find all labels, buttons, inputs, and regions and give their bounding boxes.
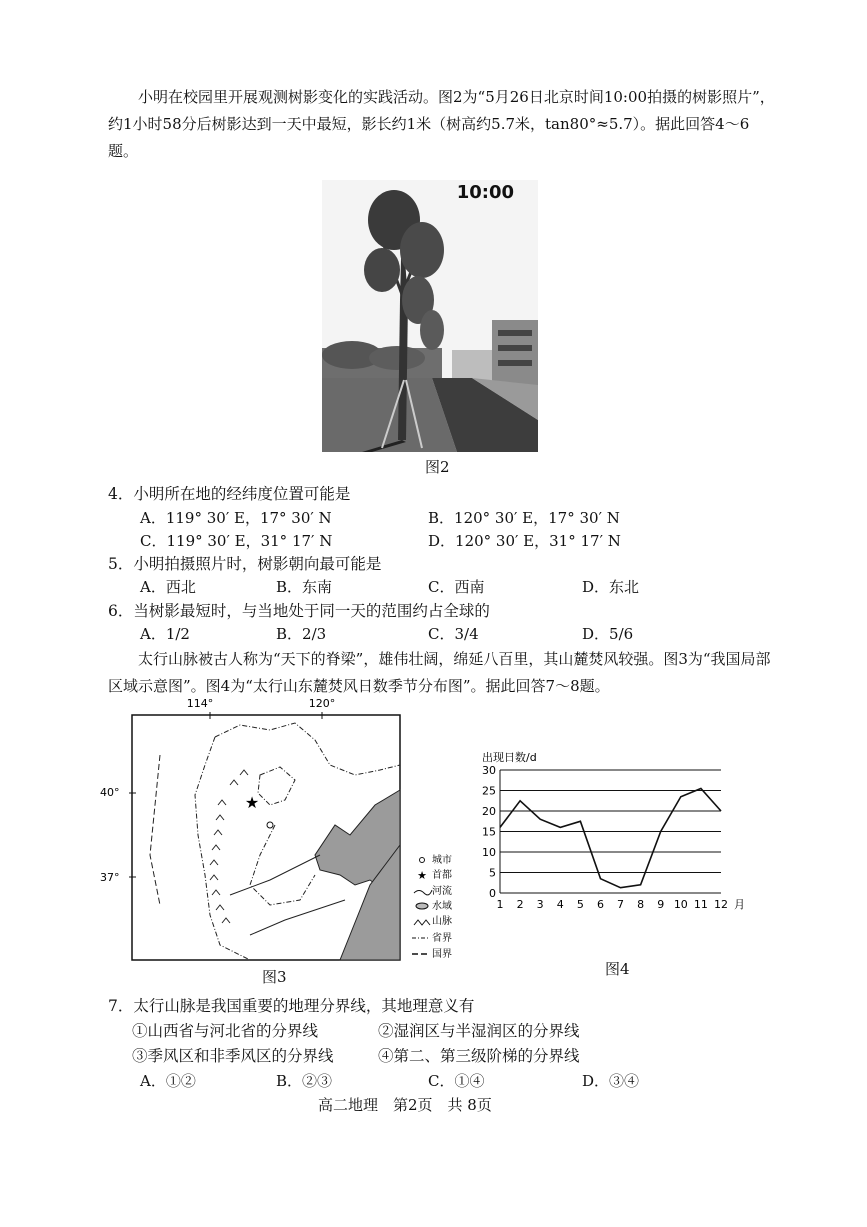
question-4-stem: 4．小明所在地的经纬度位置可能是 xyxy=(108,485,351,503)
q6-option-a[interactable]: A．1/2 xyxy=(140,625,190,643)
legend-city: 城市 xyxy=(432,855,452,866)
legend-province-boundary: 省界 xyxy=(432,933,452,944)
chart-ytick-label: 5 xyxy=(489,866,496,880)
chart-xunit: 月 xyxy=(734,898,745,911)
chart-ytick-label: 25 xyxy=(482,784,496,798)
chart-xtick-label: 6 xyxy=(596,898,604,911)
chart-xtick-label: 9 xyxy=(657,898,665,911)
chart-ytick-label: 15 xyxy=(482,825,496,839)
legend-mountain: 山脉 xyxy=(432,916,452,927)
legend-river-icon xyxy=(414,890,432,895)
map-lon-label-120: 120° xyxy=(308,697,336,710)
q7-item-1: ①山西省与河北省的分界线 xyxy=(132,1022,319,1040)
chart-ylabel: 出现日数/d xyxy=(482,751,537,764)
figure-4-caption: 图4 xyxy=(605,960,630,978)
tree-shadow-photo xyxy=(322,180,538,452)
q6-option-c[interactable]: C．3/4 xyxy=(428,625,479,643)
q6-option-d[interactable]: D．5/6 xyxy=(582,625,634,643)
passage-2: 太行山脉被古人称为“天下的脊梁”，雄伟壮阔，绵延八百里，其山麓焚风较强。图3为“我国局部区域示意图”。图4为“太行山东麓焚风日数季节分布图”。据此回答7～8题。 xyxy=(108,650,771,695)
passage-1: 小明在校园里开展观测树影变化的实践活动。图2为“5月26日北京时间10:00拍摄的树影照片”，约1小时58分后树影达到一天中最短，影长约1米（树高约5.7米，tan80°≈5.7）。据此回答4～6题。 xyxy=(108,88,775,160)
q5-option-a[interactable]: A．西北 xyxy=(140,578,196,596)
q4-option-b[interactable]: B．120° 30′ E，17° 30′ N xyxy=(428,509,620,527)
legend-water: 水域 xyxy=(432,901,452,912)
chart-xtick-label: 7 xyxy=(617,898,625,911)
chart-ytick-label: 0 xyxy=(489,887,496,900)
q7-item-4: ④第二、第三级阶梯的分界线 xyxy=(378,1047,580,1065)
q5-option-c[interactable]: C．西南 xyxy=(428,578,485,596)
chart-xtick-label: 2 xyxy=(516,898,524,911)
legend-capital: 首都 xyxy=(432,870,452,881)
question-6-stem: 6．当树影最短时，与当地处于同一天的范围约占全球的 xyxy=(108,602,490,620)
foehn-days-chart-svg xyxy=(478,748,778,913)
q7-option-c[interactable]: C．①④ xyxy=(428,1072,485,1090)
chart-xtick-label: 5 xyxy=(576,898,584,911)
page-footer: 高二地理 第2页 共 8页 xyxy=(318,1096,492,1114)
q5-option-b[interactable]: B．东南 xyxy=(276,578,333,596)
q5-option-d[interactable]: D．东北 xyxy=(582,578,640,596)
q4-option-a[interactable]: A．119° 30′ E，17° 30′ N xyxy=(140,509,332,527)
map-lat-label-37: 37° xyxy=(100,871,120,884)
q4-option-d[interactable]: D．120° 30′ E，31° 17′ N xyxy=(428,532,621,550)
legend-city-icon xyxy=(420,858,425,863)
photo-time-label: 10:00 xyxy=(456,182,514,203)
legend-river: 河流 xyxy=(432,886,452,897)
legend-water-icon xyxy=(416,903,428,909)
capital-star-icon: ★ xyxy=(244,793,260,812)
legend-mountain-icon xyxy=(414,920,430,925)
figure-3-caption: 图3 xyxy=(262,968,287,986)
legend-national-boundary: 国界 xyxy=(432,949,452,960)
chart-xtick-label: 10 xyxy=(673,898,688,911)
q6-option-b[interactable]: B．2/3 xyxy=(276,625,327,643)
q7-item-3: ③季风区和非季风区的分界线 xyxy=(132,1047,334,1065)
q4-option-c[interactable]: C．119° 30′ E，31° 17′ N xyxy=(140,532,333,550)
map-lon-label-114: 114° xyxy=(186,697,214,710)
chart-xtick-label: 4 xyxy=(556,898,564,911)
question-5-stem: 5．小明拍摄照片时，树影朝向最可能是 xyxy=(108,555,382,573)
chart-xtick-label: 1 xyxy=(496,898,504,911)
q7-option-a[interactable]: A．①② xyxy=(140,1072,196,1090)
chart-xtick-label: 12 xyxy=(714,898,728,911)
region-map xyxy=(100,695,470,965)
chart-ytick-label: 20 xyxy=(482,805,496,818)
chart-xtick-label: 11 xyxy=(693,898,708,911)
figure-2-caption: 图2 xyxy=(425,458,450,476)
chart-ytick-label: 30 xyxy=(482,764,496,777)
q7-option-b[interactable]: B．②③ xyxy=(276,1072,333,1090)
foehn-days-chart xyxy=(478,748,778,913)
q7-option-d[interactable]: D．③④ xyxy=(582,1072,640,1090)
chart-ytick-label: 10 xyxy=(482,846,496,859)
city-marker-icon xyxy=(267,822,273,828)
legend-capital-icon: ★ xyxy=(417,869,427,882)
map-lat-label-40: 40° xyxy=(100,786,120,799)
chart-xtick-label: 3 xyxy=(536,898,544,911)
q7-item-2: ②湿润区与半湿润区的分界线 xyxy=(378,1022,580,1040)
chart-xtick-label: 8 xyxy=(637,898,645,911)
question-7-stem: 7．太行山脉是我国重要的地理分界线，其地理意义有 xyxy=(108,997,475,1015)
